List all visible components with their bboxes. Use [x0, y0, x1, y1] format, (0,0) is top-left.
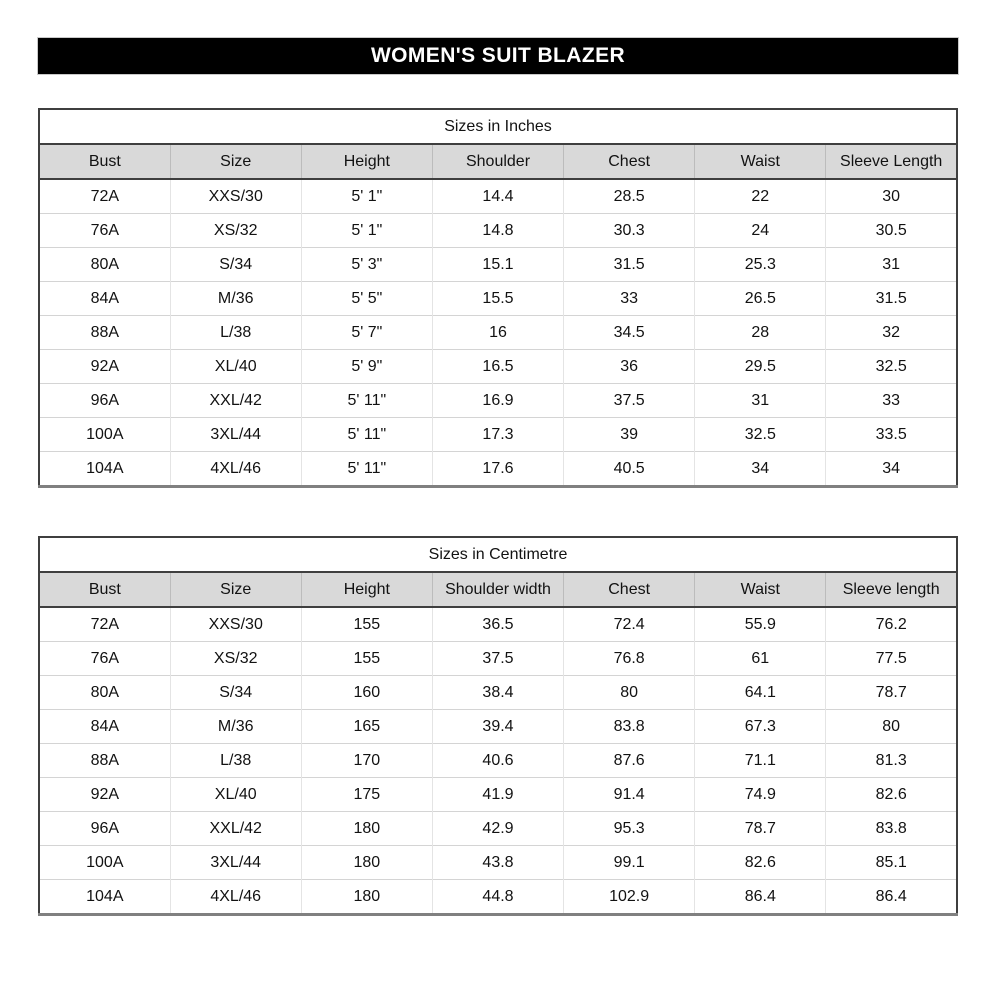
page-title: WOMEN'S SUIT BLAZER: [370, 44, 626, 67]
table-cell: 165: [301, 710, 432, 744]
table-cell: 31: [695, 384, 826, 418]
table-cell: 14.4: [432, 179, 563, 214]
table-cell: 5' 3": [301, 248, 432, 282]
table-cell: 92A: [39, 778, 170, 812]
table-cell: 43.8: [432, 846, 563, 880]
table-cell: 28.5: [564, 179, 695, 214]
table-cell: 80: [564, 676, 695, 710]
table-cell: 87.6: [564, 744, 695, 778]
table-cell: 22: [695, 179, 826, 214]
table-title-row: [39, 109, 957, 144]
table-cell: 5' 9": [301, 350, 432, 384]
table-cell: XS/32: [170, 642, 301, 676]
table-cell: 61: [695, 642, 826, 676]
table-cell: 4XL/46: [170, 452, 301, 487]
table-cell: 3XL/44: [170, 846, 301, 880]
table-row: [39, 179, 957, 214]
table-cell: 76A: [39, 642, 170, 676]
column-header-chest: Chest: [564, 572, 695, 607]
table-title: Sizes in Centimetre: [39, 537, 957, 572]
table-cell: 100A: [39, 846, 170, 880]
table-cell: 4XL/46: [170, 880, 301, 915]
table-cell: 72.4: [564, 607, 695, 642]
column-header-waist: Waist: [695, 144, 826, 179]
table-row: [39, 880, 957, 915]
table-cell: 92A: [39, 350, 170, 384]
table-cell: 32: [826, 316, 957, 350]
table-cell: 104A: [39, 880, 170, 915]
table-cell: 88A: [39, 316, 170, 350]
table-cell: 5' 11": [301, 384, 432, 418]
column-header-row: [39, 144, 957, 179]
column-header-bust: Bust: [39, 144, 170, 179]
table-row: [39, 846, 957, 880]
table-cell: 100A: [39, 418, 170, 452]
table-cell: 96A: [39, 812, 170, 846]
table-cell: M/36: [170, 282, 301, 316]
table-cell: 30.5: [826, 214, 957, 248]
table-cell: 17.3: [432, 418, 563, 452]
table-cell: 37.5: [564, 384, 695, 418]
table-row: [39, 418, 957, 452]
table-row: [39, 282, 957, 316]
table-cell: 39: [564, 418, 695, 452]
table-cell: 44.8: [432, 880, 563, 915]
table-cell: 77.5: [826, 642, 957, 676]
table-cell: 33: [826, 384, 957, 418]
column-header-height: Height: [301, 572, 432, 607]
table-cell: 30: [826, 179, 957, 214]
table-cell: 84A: [39, 710, 170, 744]
table-cell: 72A: [39, 607, 170, 642]
table-cell: S/34: [170, 248, 301, 282]
table-cell: 5' 5": [301, 282, 432, 316]
table-cell: 64.1: [695, 676, 826, 710]
table-cell: 28: [695, 316, 826, 350]
table-cell: 81.3: [826, 744, 957, 778]
table-cell: M/36: [170, 710, 301, 744]
table-cell: 31.5: [826, 282, 957, 316]
table-cell: 40.5: [564, 452, 695, 487]
table-cell: 67.3: [695, 710, 826, 744]
table-row: [39, 778, 957, 812]
table-cell: 175: [301, 778, 432, 812]
column-header-shoulder-width: Shoulder width: [432, 572, 563, 607]
table-cell: S/34: [170, 676, 301, 710]
table-row: [39, 350, 957, 384]
table-cell: 33: [564, 282, 695, 316]
table-cell: XXS/30: [170, 607, 301, 642]
table-cell: 83.8: [564, 710, 695, 744]
table-cell: 14.8: [432, 214, 563, 248]
table-cell: 78.7: [695, 812, 826, 846]
table-cell: 34.5: [564, 316, 695, 350]
table-cell: 32.5: [826, 350, 957, 384]
table-cell: L/38: [170, 744, 301, 778]
table-cell: XS/32: [170, 214, 301, 248]
table-title: Sizes in Inches: [39, 109, 957, 144]
table-row: [39, 248, 957, 282]
table-cell: 39.4: [432, 710, 563, 744]
table-cell: 40.6: [432, 744, 563, 778]
table-cell: 5' 11": [301, 418, 432, 452]
table-cell: 36.5: [432, 607, 563, 642]
table-cell: 82.6: [695, 846, 826, 880]
table-cell: 71.1: [695, 744, 826, 778]
table-cell: 5' 7": [301, 316, 432, 350]
table-cell: 99.1: [564, 846, 695, 880]
table-title-row: [39, 537, 957, 572]
table-cell: 5' 1": [301, 179, 432, 214]
table-cell: 180: [301, 846, 432, 880]
table-cell: 5' 11": [301, 452, 432, 487]
table-cell: 76.8: [564, 642, 695, 676]
table-cell: 55.9: [695, 607, 826, 642]
table-cell: 74.9: [695, 778, 826, 812]
column-header-size: Size: [170, 572, 301, 607]
table-section-inches: [38, 108, 1000, 488]
column-header-sleeve-length: Sleeve length: [826, 572, 957, 607]
table-cell: 16.5: [432, 350, 563, 384]
table-cell: 85.1: [826, 846, 957, 880]
table-cell: 31.5: [564, 248, 695, 282]
table-cell: XL/40: [170, 350, 301, 384]
table-cell: 91.4: [564, 778, 695, 812]
table-cell: 42.9: [432, 812, 563, 846]
table-cell: 180: [301, 880, 432, 915]
table-cell: 33.5: [826, 418, 957, 452]
column-header-height: Height: [301, 144, 432, 179]
table-cell: 16: [432, 316, 563, 350]
table-cell: 34: [695, 452, 826, 487]
table-cell: 76.2: [826, 607, 957, 642]
table-cell: 24: [695, 214, 826, 248]
title-banner: [38, 38, 958, 74]
table-cell: 15.5: [432, 282, 563, 316]
size-table-sizes-in-centimetre: [38, 536, 958, 916]
table-cell: 82.6: [826, 778, 957, 812]
table-cell: 17.6: [432, 452, 563, 487]
table-cell: 160: [301, 676, 432, 710]
size-table-sizes-in-inches: [38, 108, 958, 488]
table-cell: 31: [826, 248, 957, 282]
table-cell: 78.7: [826, 676, 957, 710]
table-cell: L/38: [170, 316, 301, 350]
column-header-size: Size: [170, 144, 301, 179]
table-cell: 80: [826, 710, 957, 744]
table-cell: 25.3: [695, 248, 826, 282]
table-cell: XXS/30: [170, 179, 301, 214]
table-cell: 180: [301, 812, 432, 846]
table-cell: 104A: [39, 452, 170, 487]
table-cell: 29.5: [695, 350, 826, 384]
column-header-sleeve-length: Sleeve Length: [826, 144, 957, 179]
table-row: [39, 812, 957, 846]
table-section-centimetre: [38, 536, 1000, 916]
table-cell: 83.8: [826, 812, 957, 846]
table-cell: 95.3: [564, 812, 695, 846]
table-cell: 3XL/44: [170, 418, 301, 452]
table-cell: 76A: [39, 214, 170, 248]
table-row: [39, 710, 957, 744]
table-cell: 5' 1": [301, 214, 432, 248]
table-cell: 36: [564, 350, 695, 384]
table-cell: XXL/42: [170, 384, 301, 418]
table-row: [39, 214, 957, 248]
table-cell: 26.5: [695, 282, 826, 316]
table-row: [39, 452, 957, 487]
table-cell: 96A: [39, 384, 170, 418]
column-header-waist: Waist: [695, 572, 826, 607]
table-cell: XXL/42: [170, 812, 301, 846]
table-row: [39, 744, 957, 778]
table-cell: XL/40: [170, 778, 301, 812]
table-cell: 155: [301, 607, 432, 642]
table-cell: 155: [301, 642, 432, 676]
table-cell: 34: [826, 452, 957, 487]
table-cell: 80A: [39, 676, 170, 710]
table-cell: 16.9: [432, 384, 563, 418]
table-row: [39, 676, 957, 710]
table-cell: 38.4: [432, 676, 563, 710]
table-cell: 15.1: [432, 248, 563, 282]
table-row: [39, 607, 957, 642]
table-cell: 102.9: [564, 880, 695, 915]
table-cell: 88A: [39, 744, 170, 778]
table-row: [39, 642, 957, 676]
table-row: [39, 384, 957, 418]
column-header-chest: Chest: [564, 144, 695, 179]
table-cell: 30.3: [564, 214, 695, 248]
table-cell: 80A: [39, 248, 170, 282]
table-cell: 41.9: [432, 778, 563, 812]
table-cell: 170: [301, 744, 432, 778]
column-header-row: [39, 572, 957, 607]
table-cell: 86.4: [826, 880, 957, 915]
table-cell: 37.5: [432, 642, 563, 676]
table-row: [39, 316, 957, 350]
table-cell: 32.5: [695, 418, 826, 452]
table-cell: 72A: [39, 179, 170, 214]
column-header-bust: Bust: [39, 572, 170, 607]
table-cell: 86.4: [695, 880, 826, 915]
column-header-shoulder: Shoulder: [432, 144, 563, 179]
table-cell: 84A: [39, 282, 170, 316]
